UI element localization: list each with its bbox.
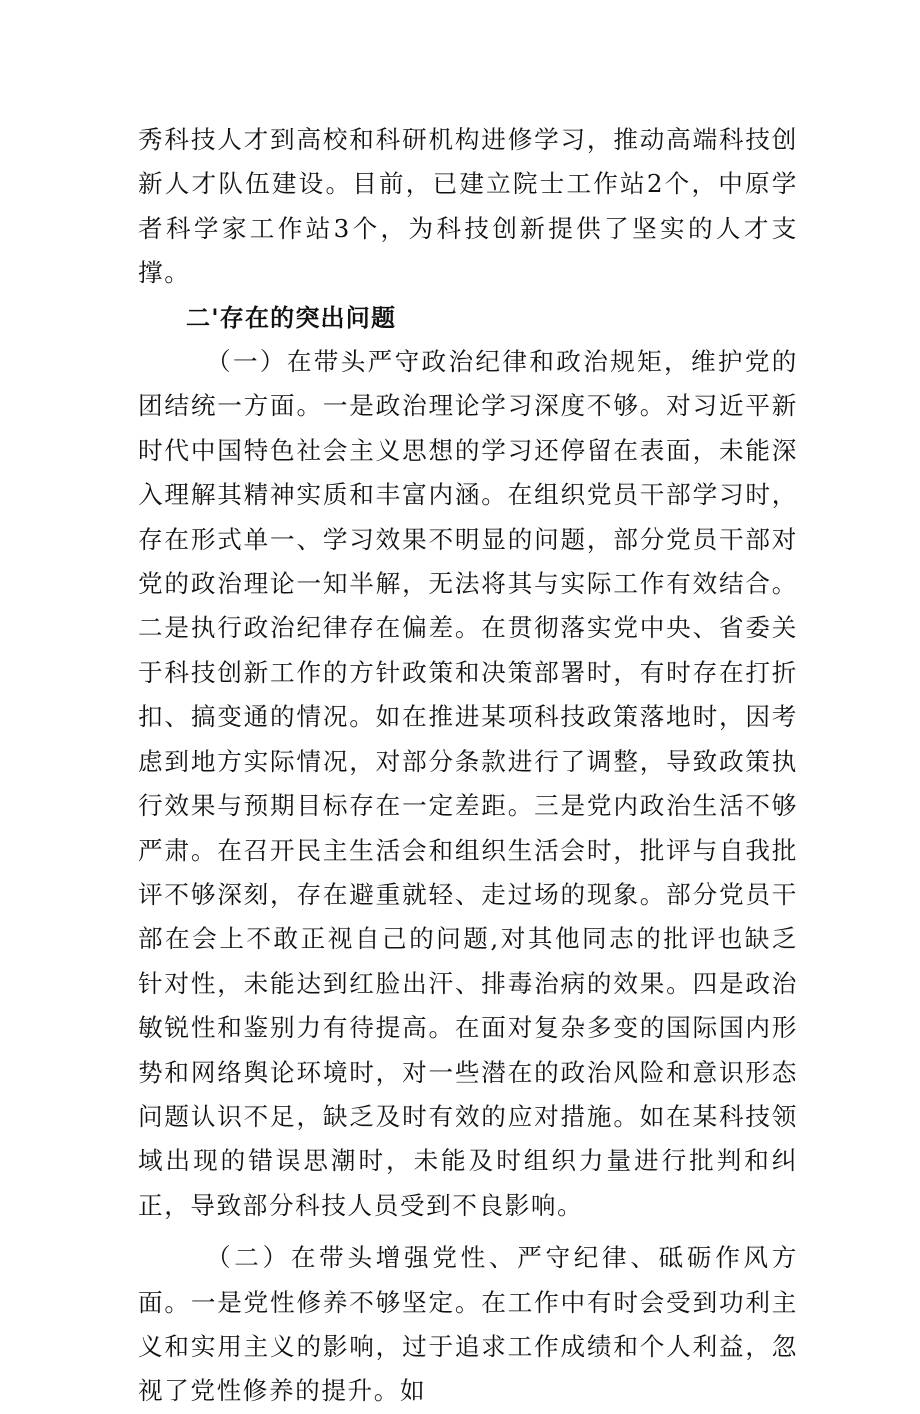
paragraph-political-discipline: （一）在带头严守政治纪律和政治规矩，维护党的团结统一方面。一是政治理论学习深度不够。对习近平新时代中国特色社会主义思想的学习还停留在表面，未能深入理解其精神实质和丰富内涵。在组织党员干部学习时，存在形式单一、学习效果不明显的问题，部分党员干部对党的政治理论一知半解，无法将其与实际工作有效结合。二是执行政治纪律存在偏差。在贯彻落实党中央、省委关于科技创新工作的方针政策和决策部署时，有时存在打折扣、搞变通的情况。如在推进某项科技政策落地时，因考虑到地方实际情况，对部分条款进行了调整，导致政策执行效果与预期目标存在一定差距。三是党内政治生活不够严肃。在召开民主生活会和组织生活会时，批评与自我批评不够深刻，存在避重就轻、走过场的现象。部分党员干部在会上不敢正视自己的问题,对其他同志的批评也缺乏针对性，未能达到红脸出汗、排毒治病的效果。四是政治敏锐性和鉴别力有待提高。在面对复杂多变的国际国内形势和网络舆论环境时，对一些潜在的政治风险和意识形态问题认识不足，缺乏及时有效的应对措施。如在某科技领域出现的错误思潮时，未能及时组织力量进行批判和纠正，导致部分科技人员受到不良影响。: [138, 347, 798, 1220]
paragraph-party-spirit: （二）在带头增强党性、严守纪律、砥砺作风方面。一是党性修养不够坚定。在工作中有时会受到功利主义和实用主义的影响，过于追求工作成绩和个人利益，忽视了党性修养的提升。如: [138, 1243, 798, 1406]
paragraph-talent-support: 秀科技人才到高校和科研机构进修学习，推动高端科技创新人才队伍建设。目前，已建立院士工作站2个，中原学者科学家工作站3个，为科技创新提供了坚实的人才支撑。: [138, 125, 798, 288]
document-body: [138, 118, 798, 1414]
section-heading-problems: 二'存在的突出问题: [186, 303, 397, 332]
paragraph-spacer: [138, 1228, 798, 1236]
